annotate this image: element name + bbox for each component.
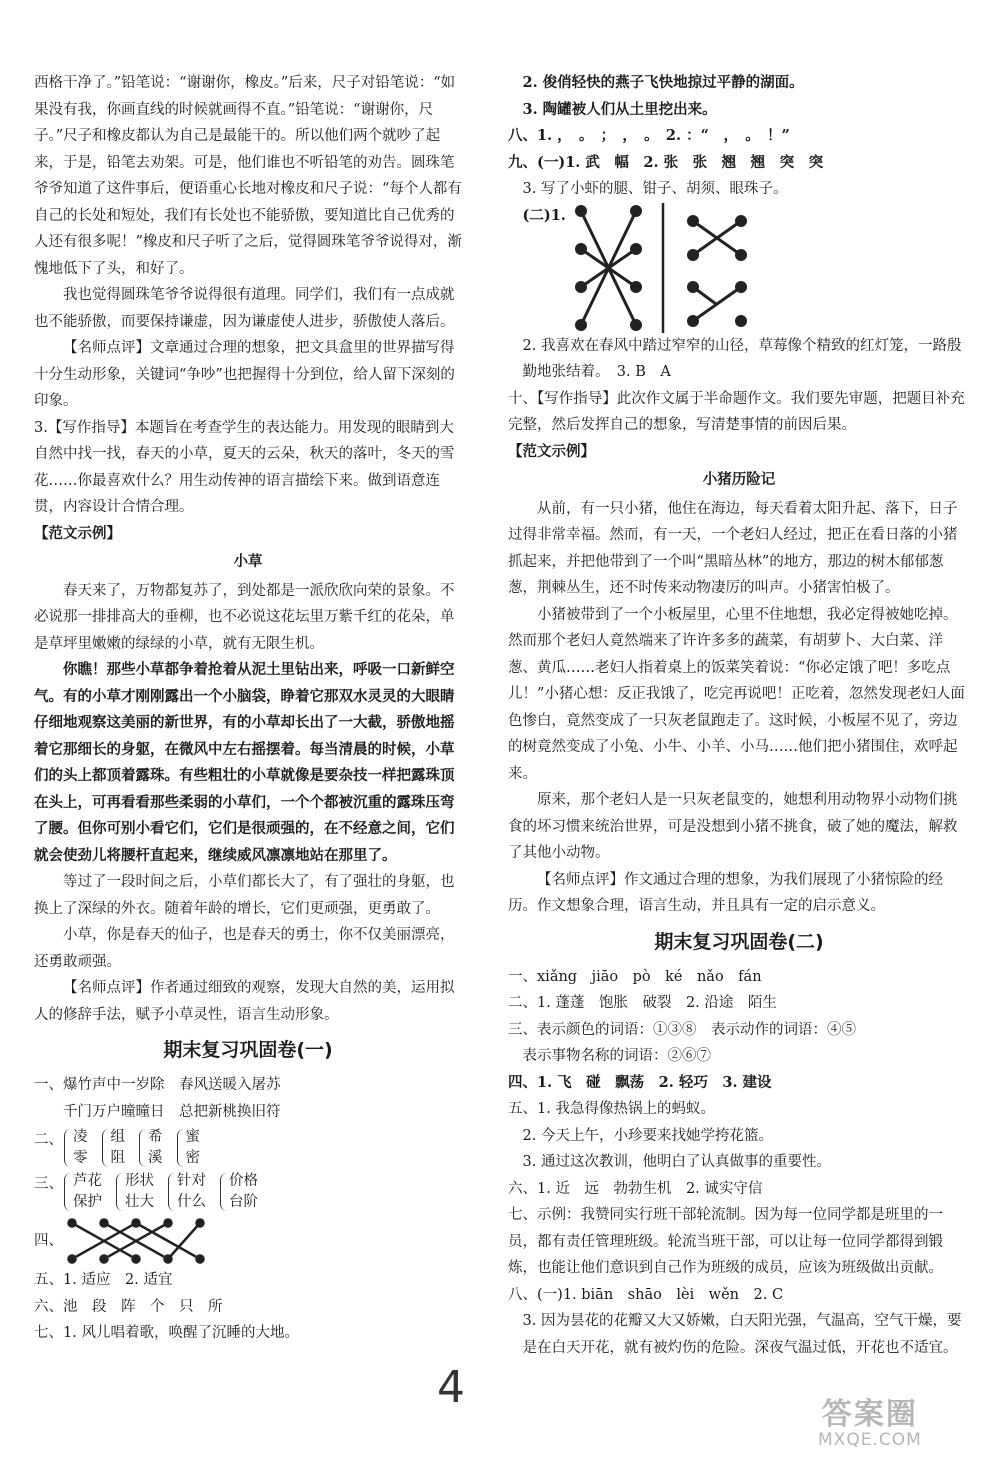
r-q8: 八、1. ， 。 ； ， 。 2. ：“ ， 。 ！” [508,127,790,144]
essay-title-xiaocao: 小草 [233,553,263,570]
page-number: 4 [437,1362,465,1413]
r-q9-1: 九、(一)1. 武 幅 2. 张 张 翘 翘 突 突 [508,153,824,171]
e1-q3-pair-4 [220,1171,258,1213]
e2-q7: 七、示例：我赞同实行班干部轮流制。因为每一位同学都是班里的一员，都有责任管理班级。轮流当班干部，可以让每一位同学都得到锻炼，也能让他们意识到自己作为班级的成员，应该为班级做出贡献。 [508,1207,943,1276]
e1-q1-line1: 一、爆竹声中一岁除 春风送暖入屠苏 [34,1077,281,1093]
r-q7-2: 2. 俊俏轻快的燕子飞快地掠过平静的湖面。 [522,74,804,91]
e1-q2-pair-2 [102,1127,126,1169]
e2-q1: 一、xiǎng jiāo pò ké nǎo fán [508,968,762,985]
r-teacher-comment: 【名师点评】作文通过合理的想象，为我们展现了小猪惊险的经历。作文想象合理，语言生动，并且具有一定的启示意义。 [508,871,943,914]
e1-q6: 六、池 段 阵 个 只 所 [34,1298,223,1315]
e1-q3-row [34,1171,462,1213]
r-q9-2b: 2. 我喜欢在春风中踏过窄窄的山径，草莓像个精致的红灯笼，一路殷勤地张结着。 3. B A [522,337,962,380]
e1-q4-matching-lines [64,1215,214,1267]
essay-para-4: 小草，你是春天的仙子，也是春天的勇士，你不仅美丽漂亮，还勇敢顽强。 [34,927,455,970]
e1-q3-pair-2-top: 形状 [125,1173,154,1189]
e2-q8-1: 八、(一)1. biān shāo lèi wěn 2. C [508,1286,784,1303]
left-column [34,70,462,1347]
r-q7-3: 3. 陶罐被人们从土里挖出来。 [522,100,717,118]
r-q9-2-label: (二)1. [522,206,566,224]
e2-q6: 六、1. 近 远 勃勃生机 2. 诚实守信 [508,1180,763,1197]
e1-q2-pair-4-top: 蜜 [185,1129,200,1145]
e1-q2-pair-3 [139,1127,163,1169]
e2-q5-3: 3. 通过这次教训，他明白了认真做事的重要性。 [522,1154,831,1170]
e1-q3-pair-1-bottom: 保护 [73,1194,102,1210]
e1-q3-pair-3-bottom: 什么 [177,1194,206,1210]
teacher-comment-1: 【名师点评】文章通过合理的想象，把文具盒里的世界描写得十分生动形象，关键词“争吵”也把握得十分到位，给人留下深刻的印象。 [34,340,455,409]
watermark-cn: 答案圈 [821,1397,918,1432]
e1-q3-pair-1-top: 芦花 [73,1173,102,1189]
e2-q3a: 三、表示颜色的词语：①③⑧ 表示动作的词语：④⑤ [508,1021,856,1038]
e1-q2-label: 二、 [34,1132,63,1148]
e1-q2-pair-4 [177,1127,201,1169]
e2-q5-1: 五、1. 我急得像热锅上的蚂蚁。 [508,1101,715,1117]
sample-label-left: 【范文示例】 [34,524,121,542]
story1-para-2: 我也觉得圆珠笔爷爷说得很有道理。同学们，我们有一点成就也不能骄傲，而要保持谦虚，因为谦虚使人进步，骄傲使人落后。 [34,287,455,330]
e1-q3-pair-2-bottom: 壮大 [125,1194,154,1210]
e2-q8-3: 3. 因为昙花的花瓣又大又娇嫩，白天阳光强，气温高，空气干燥，要是在白天开花，就有被灼伤的危险。深夜气温过低，开花也不适宜。 [522,1313,962,1356]
e2-q3b: 表示事物名称的词语：②⑥⑦ [522,1048,711,1064]
e1-q2-pair-4-bottom: 密 [185,1150,200,1166]
r-q9-3: 3. 写了小虾的腿、钳子、胡须、眼珠子。 [522,181,788,197]
exam1-title: 期末复习巩固卷(一) [163,1039,333,1061]
e1-q3-pair-3 [168,1171,206,1213]
r-essay-para-3: 原来，那个老妇人是一只灰老鼠变的，她想利用动物界小动物们挑食的坏习惯来统治世界，可是没想到小猪不挑食，破了她的魔法，解救了其他小动物。 [508,792,958,861]
e1-q2-pair-3-top: 希 [148,1129,163,1145]
essay-para-1: 春天来了，万物都复苏了，到处都是一派欣欣向荣的景象。不必说那一排排高大的垂柳，也不必说这花坛里万紫千红的花朵，单是草坪里嫩嫩的绿绿的小草，就有无限生机。 [34,582,455,652]
teacher-comment-2: 【名师点评】作者通过细致的观察，发现大自然的美，运用拟人的修辞手法，赋予小草灵性，语言生动形象。 [34,980,455,1023]
e1-q3-label: 三、 [34,1176,63,1192]
e1-q2-pair-3-bottom: 溪 [148,1150,163,1166]
essay-para-2: 你瞧！那些小草都争着抢着从泥土里钻出来，呼吸一口新鲜空气。有的小草才刚刚露出一个小脑袋，睁着它那双水灵灵的大眼睛仔细地观察这美丽的新世界，有的小草却长出了一大截，骄傲地摇着它那细长的身躯，在微风中左右摇摆着。每当清晨的时候，小草们的头上都顶着露珠。有些粗壮的小草就像是要杂技一样把露珠顶在头上，可再看看那些柔弱的小草们，一个个都被沉重的露珠压弯了腰。但你可别小看它们，它们是很顽强的，在不经意之间，它们就会使劲儿将腰杆直起来，继续威风凛凛地站在那里了。 [34,661,455,864]
essay-para-3: 等过了一段时间之后，小草们都长大了，有了强壮的身躯，也换上了深绿的外衣。随着年龄的增长，它们更顽强，更勇敢了。 [34,874,455,917]
e2-q2: 二、1. 蓬蓬 饱胀 破裂 2. 沿途 陌生 [508,995,777,1011]
e1-q3-pair-3-top: 针对 [177,1173,206,1189]
e1-q5: 五、1. 适应 2. 适宜 [34,1272,173,1288]
sample-label-right: 【范文示例】 [508,442,595,460]
watermark-url: MXQE.COM [818,1430,922,1450]
e1-q2-pair-2-top: 组 [110,1129,125,1145]
r-essay-para-2: 小猪被带到了一个小板屋里，心里不住地想，我必定得被她吃掉。然而那个老妇人竟然端来了许许多多的蔬菜，有胡萝卜、大白菜、洋葱、黄瓜……老妇人指着桌上的饭菜笑着说：“你必定饿了吧！多吃点儿！”小猪心想：反正我饿了，吃完再说吧！正吃着，忽然发现老妇人面色惨白，竟然变成了一只灰老鼠跑走了。这时候，小板屋不见了，旁边的树竟然变成了小兔、小牛、小羊、小马……他们把小猪围住，欢呼起来。 [508,606,965,782]
e1-q3-pair-2 [116,1171,154,1213]
match-line-6 [168,1223,200,1259]
writing-guide-3: 3.【写作指导】本题旨在考查学生的表达能力。用发现的眼睛到大自然中找一找，春天的小草，夏天的云朵，秋天的落叶，冬天的雪花……你最喜欢什么？用生动传神的语言描绘下来。做到语意连贯，内容设计合情合理。 [34,419,455,515]
e1-q2-pair-1-top: 凌 [73,1129,88,1145]
e2-q4: 四、1. 飞 碰 飘荡 2. 轻巧 3. 建设 [508,1073,772,1091]
match-line-4 [136,1223,200,1259]
e1-q3-pair-4-top: 价格 [229,1173,258,1189]
watermark-logo [818,1398,922,1450]
right-column [508,70,970,1361]
e1-q1-line2: 千门万户曈曈日 总把新桃换旧符 [63,1103,281,1120]
essay-title-pig: 小猪历险记 [702,471,776,488]
e1-q2-row [34,1127,462,1169]
r-q10: 十、【写作指导】此次作文属于半命题作文。我们要先审题，把题目补充完整，然后发挥自己的想象，写清楚事情的前因后果。 [508,390,965,433]
r-q9-2-row [508,203,970,333]
story1-para-1: 西格干净了。”铅笔说：“谢谢你，橡皮。”后来，尺子对铅笔说：“如果没有我，你画直线的时候就画得不直。”铅笔说：“谢谢你，尺子。”尺子和橡皮都认为自己是最能干的。所以他们两个就吵了起来，于是，铅笔去劝架。可是，他们谁也不听铅笔的劝告。圆珠笔爷爷知道了这件事后，便语重心长地对橡皮和尺子说：“每个人都有自己的长处和短处，我们有长处也不能骄傲，要知道比自己优秀的人还有很多呢！”橡皮和尺子听了之后，觉得圆珠笔爷爷说得对，渐愧地低下了头，和好了。 [34,75,462,277]
r-essay-para-1: 从前，有一只小猪，他住在海边，每天看着太阳升起、落下，日子过得非常幸福。然而，有一天，一个老妇人经过，把正在看日落的小猪抓起来，并把他带到了一个叫“黑暗丛林”的地方，那边的树木郁郁葱葱，荆棘丛生，还不时传来动物凄厉的叫声。小猪害怕极了。 [508,500,958,596]
e1-q3-pair-4-bottom: 台阶 [229,1194,258,1210]
e1-q4-row [34,1215,462,1267]
e1-q2-pair-1-bottom: 零 [73,1150,88,1166]
e1-q3-pair-1 [64,1171,102,1213]
e1-q2-pair-2-bottom: 阻 [110,1150,125,1166]
r-q9-matching-lines [571,203,771,333]
exam2-title: 期末复习巩固卷(二) [654,930,824,953]
e1-q7: 七、1. 风儿唱着歌，唤醒了沉睡的大地。 [34,1325,299,1341]
e2-q5-2: 2. 今天上午，小珍要来找她学挎花篮。 [522,1127,773,1144]
e1-q4-label: 四、 [34,1232,63,1249]
e1-q2-pair-1 [64,1127,88,1169]
